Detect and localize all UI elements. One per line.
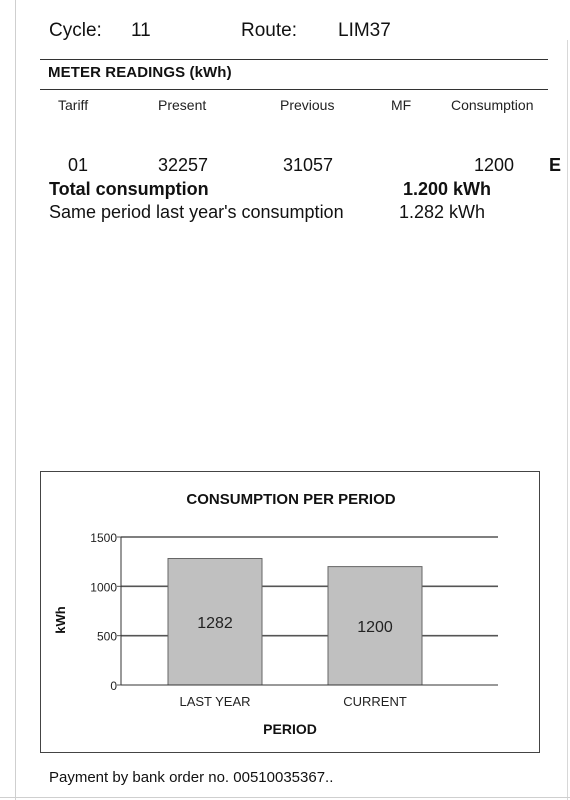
total-consumption-label: Total consumption <box>49 179 209 199</box>
last-year-label: Same period last year's consumption <box>49 202 344 222</box>
x-tick-label: CURRENT <box>343 694 407 709</box>
total-consumption-value: 1.200 kWh <box>403 179 492 199</box>
reading-present: 32257 <box>158 155 209 175</box>
chart-svg <box>41 472 539 752</box>
col-mf: MF <box>391 97 412 113</box>
y-tick-label: 1000 <box>90 580 117 595</box>
payment-note: Payment by bank order no. 00510035367.. <box>49 769 334 786</box>
y-tick-label: 500 <box>96 629 117 644</box>
page-right-edge <box>567 40 568 800</box>
page-left-edge <box>15 0 16 800</box>
reading-consumption: 1200 <box>474 155 515 175</box>
y-axis-label: kWh <box>53 606 68 634</box>
chart-axes <box>90 531 498 709</box>
bar-data-label: 1200 <box>357 618 393 636</box>
route-label: Route: <box>241 20 297 41</box>
chart-title: CONSUMPTION PER PERIOD <box>186 491 396 508</box>
chart-bars <box>168 559 422 685</box>
reading-tariff: 01 <box>68 155 89 175</box>
x-axis-label: PERIOD <box>263 721 317 737</box>
page-bottom-edge <box>0 797 570 798</box>
y-tick-label: 0 <box>110 679 117 693</box>
y-tick-label: 1500 <box>90 531 117 545</box>
bar-data-label: 1282 <box>197 614 233 632</box>
last-year-value: 1.282 kWh <box>399 202 486 222</box>
col-previous: Previous <box>280 97 335 113</box>
cycle-value: 11 <box>131 20 151 41</box>
col-present: Present <box>158 97 207 113</box>
col-tariff: Tariff <box>58 97 89 113</box>
col-consumption: Consumption <box>451 97 534 113</box>
meter-section-title: METER READINGS (kWh) <box>48 64 232 81</box>
reading-previous: 31057 <box>283 155 334 175</box>
consumption-chart <box>40 471 540 753</box>
divider-top <box>40 59 548 60</box>
x-tick-label: LAST YEAR <box>179 694 251 709</box>
reading-flag: E <box>549 155 562 175</box>
cycle-label: Cycle: <box>49 20 102 41</box>
divider-meter <box>40 89 548 90</box>
route-value: LIM37 <box>338 20 391 41</box>
